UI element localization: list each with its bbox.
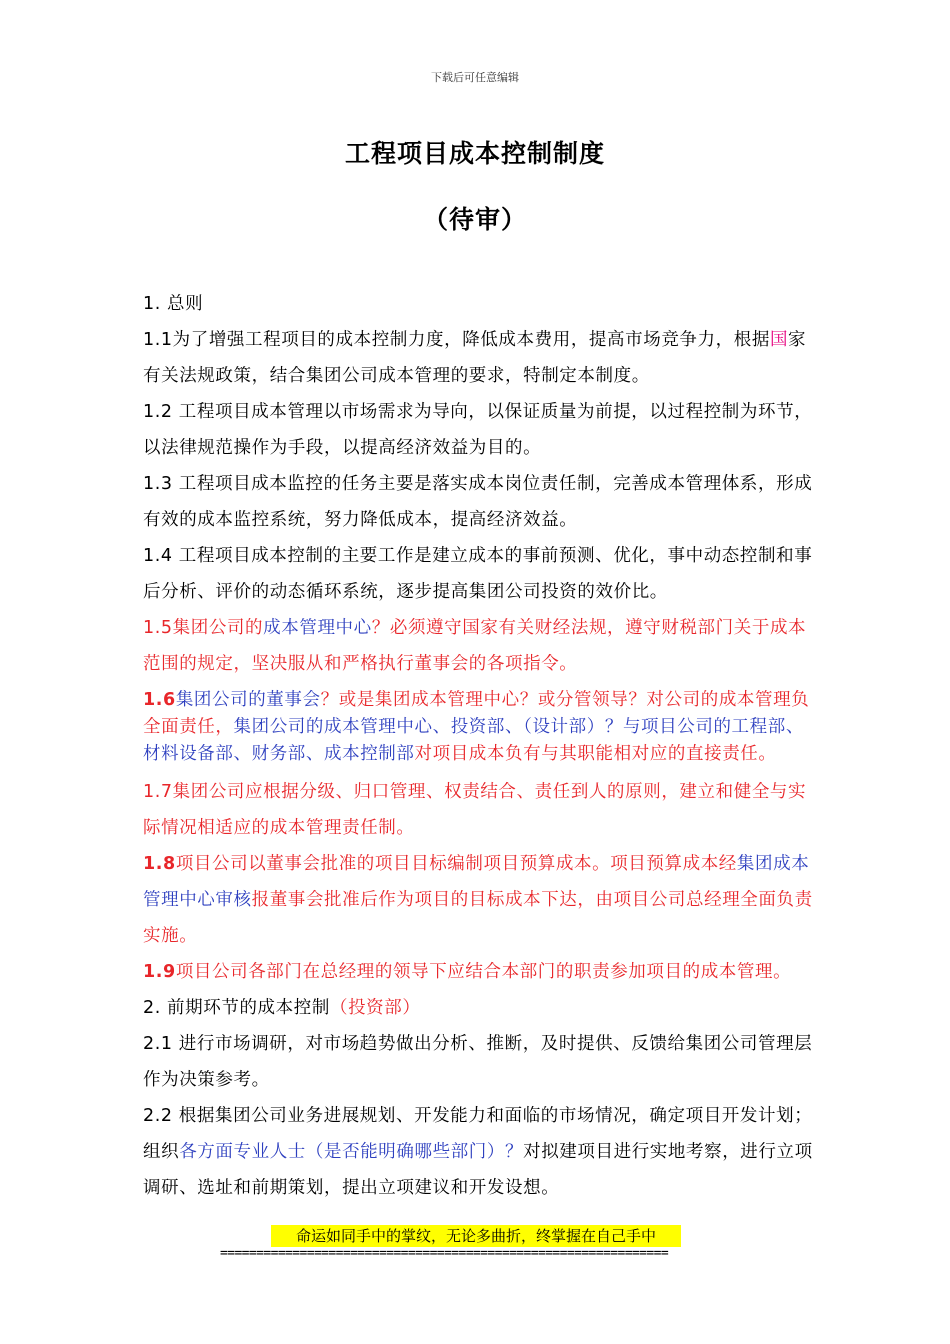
header-note: 下载后可任意编辑 [431,71,519,84]
paragraph-1-6-text: ？或是集团成本管理中心？或分管领导？对公司的成本管理负全面责任， [143,690,810,737]
paragraph-1-8-number: 1.8 [143,854,176,874]
paragraph-1-8-text-end: 报董事会批准后作为项目的目标成本下达，由项目公司总经理全面负责实施。 [143,890,813,946]
paragraph-1-8-highlight: 集团成本管理中心审核 [143,854,810,910]
paragraph-1-6 [143,687,813,768]
paragraph-1-1 [143,322,813,394]
paragraph-1-5-text: 1.5集团公司的 [143,618,264,638]
paragraph-1-5-highlight: 成本管理中心 [263,618,372,638]
paragraph-1-6-number: 1.6 [143,690,176,710]
paragraph-1-6-highlight-a: 集团公司的董事会 [175,690,321,710]
section-heading-2-text: 2. 前期环节的成本控制 [143,998,330,1018]
paragraph-2-2-text: 2.2 根据集团公司业务进展规划、开发能力和面临的市场情况，确定项目开发计划；组织 [143,1106,813,1162]
paragraph-1-1-highlight: 国 [769,330,789,350]
paragraph-1-5 [143,610,813,682]
paragraph-1-5-text-end: ？必须遵守国家有关财经法规，遵守财税部门关于成本范围的规定，坚决服从和严格执行董事会的各项指令。 [143,618,807,674]
paragraph-1-1-text-end: 家有关法规政策，结合集团公司成本管理的要求，特制定本制度。 [143,330,807,386]
footer-banner: 命运如同手中的掌纹，无论多曲折，终掌握在自己手中 [271,1225,681,1247]
paragraph-1-9-number: 1.9 [143,962,176,982]
paragraph-1-2: 1.2 工程项目成本管理以市场需求为导向，以保证质量为前提，以过程控制为环节，以法律规范操作为手段，以提高经济效益为目的。 [143,402,813,458]
section-heading-1: 1. 总则 [143,294,204,314]
paragraph-1-9 [143,954,813,990]
paragraph-1-9-text: 项目公司各部门在总经理的领导下应结合本部门的职责参加项目的成本管理。 [175,962,792,982]
paragraph-1-8 [143,846,813,954]
section-heading-2 [143,990,813,1026]
paragraph-1-6-highlight-b: 集团公司的成本管理中心、投资部、（设计部）？与项目公司的工程部、材料设备部、财务部、成本控制部 [143,717,804,764]
footer-divider: ============================================================== [220,1246,669,1261]
paragraph-1-3: 1.3 工程项目成本监控的任务主要是落实成本岗位责任制，完善成本管理体系，形成有效的成本监控系统，努力降低成本，提高经济效益。 [143,474,813,530]
document-body [143,286,813,1206]
paragraph-2-2-text-end: 对拟建项目进行实地考察，进行立项调研、选址和前期策划，提出立项建议和开发设想。 [143,1142,813,1198]
paragraph-1-1-text: 1.1为了增强工程项目的成本控制力度，降低成本费用，提高市场竞争力，根据 [143,330,770,350]
paragraph-1-8-text: 项目公司以董事会批准的项目目标编制项目预算成本。项目预算成本经 [175,854,737,874]
section-heading-2-note: （投资部） [329,998,421,1018]
paragraph-2-2-highlight: 各方面专业人士（是否能明确哪些部门）？ [179,1142,524,1162]
paragraph-1-6-text-end: 对项目成本负有与其职能相对应的直接责任。 [414,744,777,764]
paragraph-2-2 [143,1098,813,1206]
document-subtitle: （待审） [422,205,527,234]
document-title: 工程项目成本控制制度 [344,139,605,168]
paragraph-1-7: 1.7集团公司应根据分级、归口管理、权责结合、责任到人的原则，建立和健全与实际情况相适应的成本管理责任制。 [143,782,807,838]
paragraph-1-4: 1.4 工程项目成本控制的主要工作是建立成本的事前预测、优化，事中动态控制和事后分析、评价的动态循环系统，逐步提高集团公司投资的效价比。 [143,546,813,602]
paragraph-2-1: 2.1 进行市场调研，对市场趋势做出分析、推断，及时提供、反馈给集团公司管理层作为决策参考。 [143,1034,813,1090]
